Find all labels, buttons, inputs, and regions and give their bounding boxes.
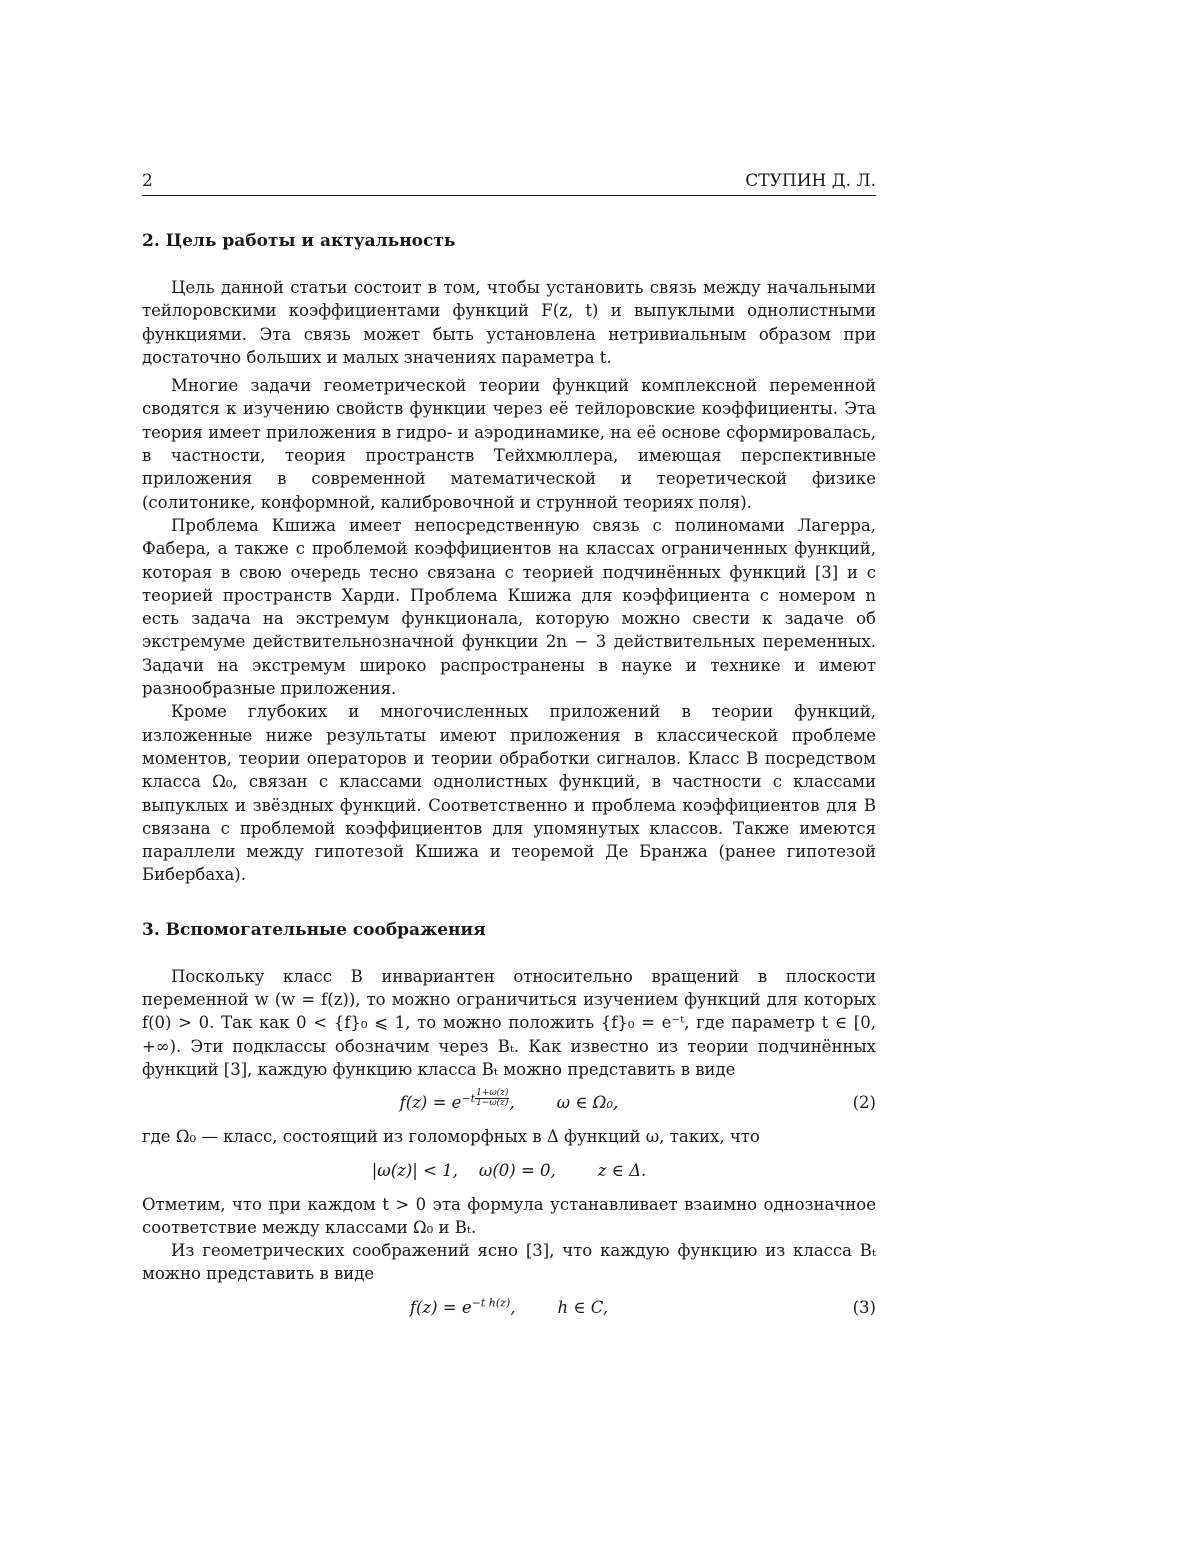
section-3-paragraph-4: Из геометрических соображений ясно [3], что каждую функцию из класса Bₜ можно представить в виде <box>142 1241 876 1284</box>
section-2-paragraph-1: Цель данной статьи состоит в том, чтобы установить связь между начальными тейлоровскими коэффициентами функций F(z, t) и выпуклыми однолистными функциями. Эта связь может быть установлена нетривиальным образом при достаточно больших и малых значениях параметра t. <box>142 278 876 367</box>
equation-2-denominator: 1−ω(z) <box>476 1097 509 1108</box>
equation-3 <box>142 1292 876 1324</box>
equation-2-number: (2) <box>852 1093 876 1113</box>
section-3-paragraph-2: где Ω₀ — класс, состоящий из голоморфных в Δ функций ω, таких, что <box>142 1127 760 1147</box>
section-3-paragraph-1: Поскольку класс B инвариантен относительно вращений в плоскости переменной w (w = f(z)), то можно ограничиться изучением функций для которых f(0) > 0. Так как 0 < {f}₀ ⩽ 1, то можно положить {f}₀ = e⁻ᵗ, где параметр t ∈ [0, +∞). Эти подклассы обозначим через Bₜ. Как известно из теории подчинённых функций [3], каждую функцию класса Bₜ можно представить в виде <box>142 966 876 1079</box>
equation-2-exp-prefix: −t <box>461 1091 476 1105</box>
section-2-title: 2. Цель работы и актуальность <box>142 231 456 251</box>
equation-2-lhs: f(z) = e <box>399 1093 462 1113</box>
equation-2-numerator: 1+ω(z) <box>476 1087 509 1098</box>
section-3-title: 3. Вспомогательные соображения <box>142 919 486 940</box>
equation-3-rhs: , h ∈ C, <box>510 1297 609 1317</box>
text-column <box>142 170 876 1330</box>
equation-3-exponent: −t h(z) <box>471 1296 511 1310</box>
running-head <box>142 170 876 196</box>
section-2-paragraph-4: Кроме глубоких и многочисленных приложений в теории функций, изложенные ниже результаты имеют приложения в классической проблеме моментов, теории операторов и теории обработки сигналов. Класс B посредством класса Ω₀, связан с классами однолистных функций, в частности с классами выпуклых и звёздных функций. Соответственно и проблема коэффициентов для B связана с проблемой коэффициентов для упомянутых классов. Также имеются параллели между гипотезой Кшижа и теоремой Де Бранжа (ранее гипотезой Бибербаха). <box>142 702 876 885</box>
section-3-paragraph-3: Отметим, что при каждом t > 0 эта формула устанавливает взаимно однозначное соответствие между классами Ω₀ и Bₜ. <box>142 1194 876 1237</box>
equation-3-body <box>142 1292 876 1324</box>
equation-2-body <box>142 1087 876 1119</box>
section-2-paragraph-2: Многие задачи геометрической теории функций комплексной переменной сводятся к изучению свойств функции через её тейлоровские коэффициенты. Эта теория имеет приложения в гидро- и аэродинамике, на её основе сформировалась, в частности, теория пространств Тейхмюллера, имеющая перспективные приложения в современной математической и теоретической физике (солитонике, конформной, калибровочной и струнной теориях поля). <box>142 376 876 512</box>
equation-unnumbered <box>142 1155 876 1187</box>
equation-2-rhs: , ω ∈ Ω₀, <box>509 1093 619 1113</box>
section-2-paragraph-3: Проблема Кшижа имеет непосредственную связь с полиномами Лагерра, Фабера, а также с проблемой коэффициентов на классах ограниченных функций, которая в свою очередь тесно связана с теорией подчинённых функций [3] и с теорией пространств Харди. Проблема Кшижа для коэффициента с номером n есть задача на экстремум функционала, которую можно свести к задаче об экстремуме действительнозначной функции 2n − 3 действительных переменных. Задачи на экстремум широко распространены в науке и технике и имеют разнообразные приложения. <box>142 515 876 699</box>
equation-2-fraction <box>475 1089 509 1108</box>
equation-2 <box>142 1087 876 1119</box>
equation-3-number: (3) <box>852 1297 876 1317</box>
equation-3-lhs: f(z) = e <box>409 1297 472 1317</box>
equation-unnumbered-body: |ω(z)| < 1, ω(0) = 0, z ∈ Δ. <box>371 1160 647 1180</box>
author-name: СТУПИН Д. Л. <box>745 171 876 191</box>
page-number: 2 <box>142 171 153 191</box>
